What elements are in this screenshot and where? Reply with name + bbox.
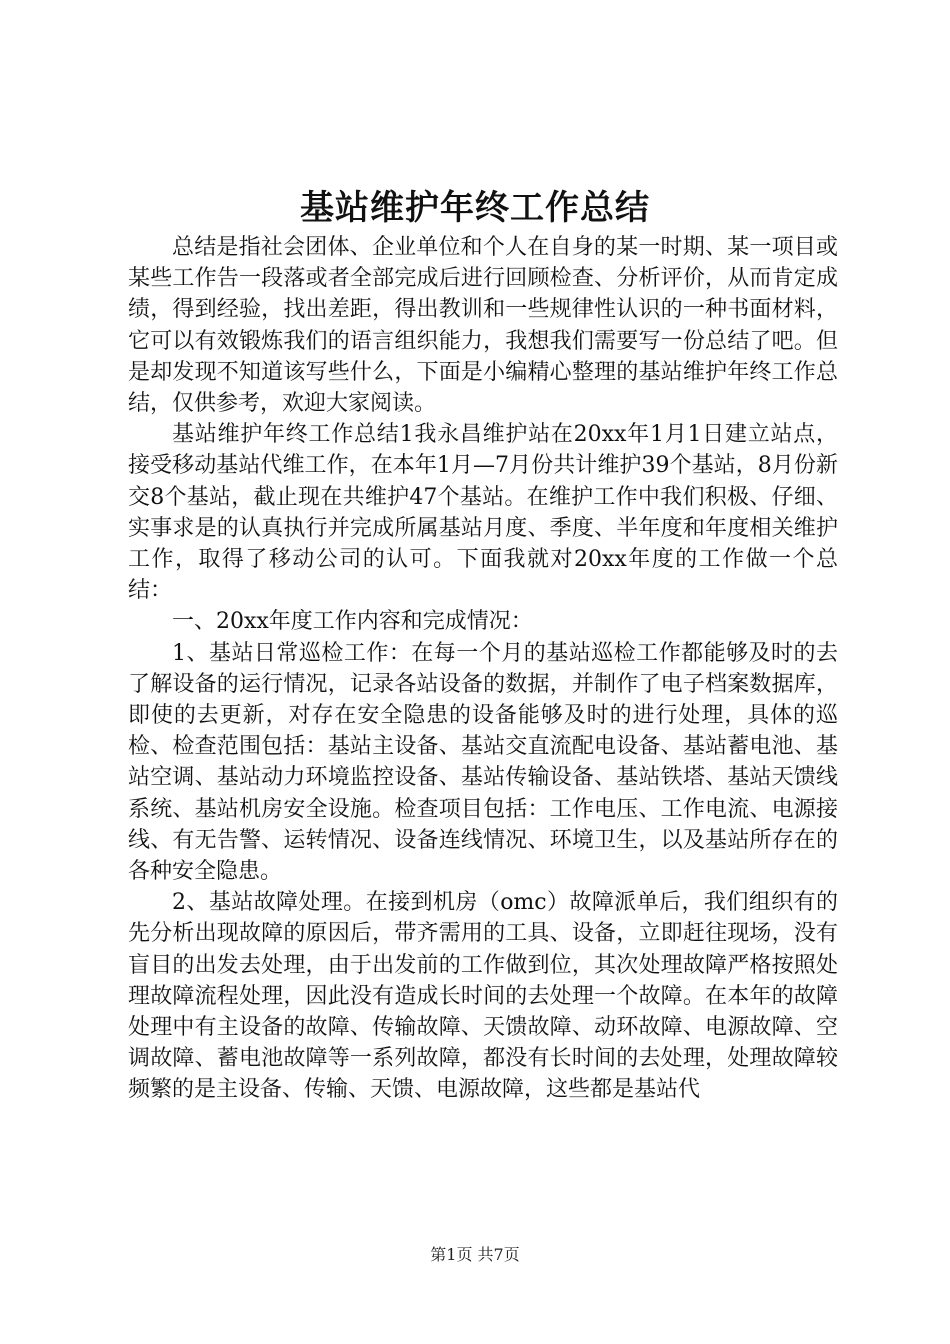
paragraph-intro: 总结是指社会团体、企业单位和个人在自身的某一时期、某一项目或某些工作告一段落或者全部完成后进行回顾检查、分析评价，从而肯定成绩，得到经验，找出差距，得出教训和一些规律性认识的一种书面材料，它可以有效锻炼我们的语言组织能力，我想我们需要写一份总结了吧。但是却发现不知道该写些什么，下面是小编精心整理的基站维护年终工作总结，仅供参考，欢迎大家阅读。 bbox=[128, 235, 838, 417]
paragraph-inspection: 1、基站日常巡检工作：在每一个月的基站巡检工作都能够及时的去了解设备的运行情况，记录各站设备的数据，并制作了电子档案数据库，即使的去更新，对存在安全隐患的设备能够及时的进行处理，具体的巡检、检查范围包括：基站主设备、基站交直流配电设备、基站蓄电池、基站空调、基站动力环境监控设备、基站传输设备、基站铁塔、基站天馈线系统、基站机房安全设施。检查项目包括：工作电压、工作电流、电源接线、有无告警、运转情况、设备连线情况、环境卫生，以及基站所存在的各种安全隐患。 bbox=[128, 640, 838, 885]
paragraph-summary-1: 基站维护年终工作总结1我永昌维护站在20xx年1月1日建立站点，接受移动基站代维工作，在本年1月—7月份共计维护39个基站，8月份新交8个基站，截止现在共维护47个基站。在维护工作中我们积极、仔细、实事求是的认真执行并完成所属基站月度、季度、半年度和年度相关维护工作，取得了移动公司的认可。下面我就对20xx年度的工作做一个总结： bbox=[128, 422, 838, 604]
page-footer: 第1页 共7页 bbox=[430, 1245, 520, 1264]
document-body bbox=[128, 232, 838, 1106]
paragraph-fault-handling: 2、基站故障处理。在接到机房（omc）故障派单后，我们组织有的先分析出现故障的原因后，带齐需用的工具、设备，立即赶往现场，没有盲目的出发去处理，由于出发前的工作做到位，其次处理故障严格按照处理故障流程处理，因此没有造成长时间的去处理一个故障。在本年的故障处理中有主设备的故障、传输故障、天馈故障、动环故障、电源故障、空调故障、蓄电池故障等一系列故障，都没有长时间的去处理，处理故障较频繁的是主设备、传输、天馈、电源故障，这些都是基站代 bbox=[128, 890, 838, 1103]
section-heading-1: 一、20xx年度工作内容和完成情况： bbox=[172, 609, 533, 635]
document-title: 基站维护年终工作总结 bbox=[300, 188, 650, 228]
